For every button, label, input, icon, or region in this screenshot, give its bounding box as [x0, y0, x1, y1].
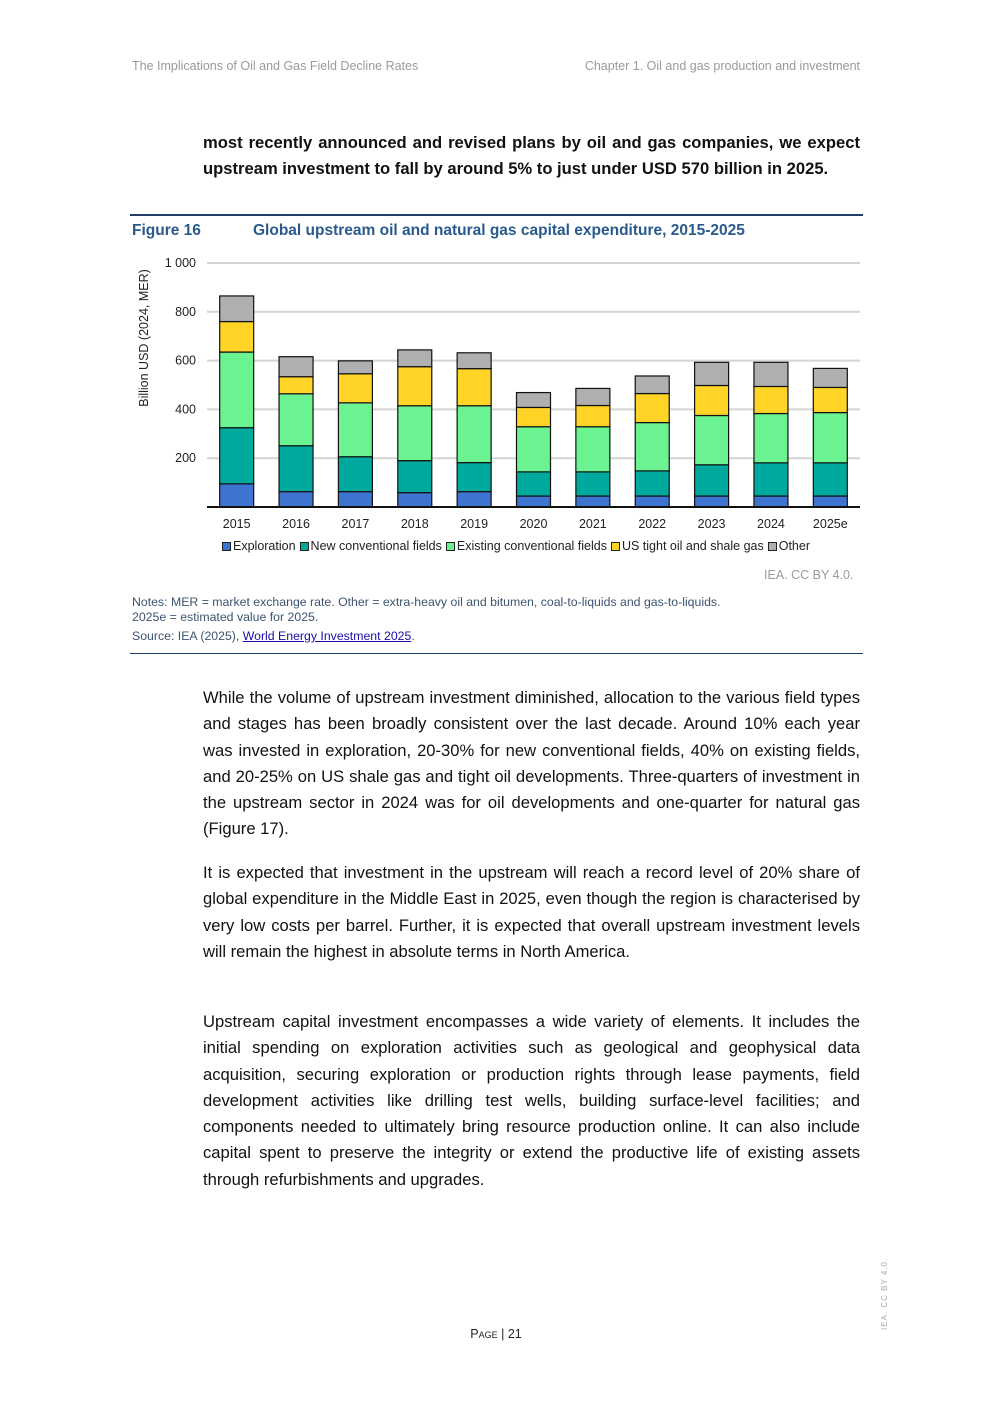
bar-segment-exploration	[754, 496, 788, 507]
x-tick-label: 2020	[519, 517, 548, 531]
bar-segment-existing-conventional-fields	[576, 427, 610, 472]
x-tick-label: 2024	[757, 517, 785, 531]
bar-segment-existing-conventional-fields	[338, 403, 372, 457]
legend-label: Other	[778, 539, 810, 553]
bar-segment-exploration	[398, 493, 432, 507]
paragraph-text: It is expected that investment in the upstream will reach a record level of 20% share of global expenditure in the Middle East in 2025, even though the region is characterised by very low costs per barrel. Further, it is expected that overall upstream investment levels will remain the highest in absolute terms in North America.	[203, 863, 860, 961]
paragraph-1	[203, 685, 860, 843]
bar-segment-exploration	[338, 492, 372, 507]
figure-title: Global upstream oil and natural gas capital expenditure, 2015-2025	[253, 222, 745, 239]
notes-line-2: 2025e = estimated value for 2025.	[132, 610, 319, 624]
y-tick-label: 600	[175, 353, 196, 368]
figure-credit: IEA. CC BY 4.0.	[764, 568, 854, 582]
bar-segment-new-conventional-fields	[813, 463, 847, 496]
bar-segment-new-conventional-fields	[635, 471, 669, 496]
bar-segment-new-conventional-fields	[279, 446, 313, 492]
notes-line-1: Notes: MER = market exchange rate. Other = extra-heavy oil and bitumen, coal-to-liquids and gas-to-liquids.	[132, 595, 721, 609]
chart-legend	[222, 539, 810, 553]
legend-swatch	[300, 542, 309, 551]
bar-segment-us-tight-oil-and-shale-gas	[457, 369, 491, 406]
bar-segment-new-conventional-fields	[338, 457, 372, 492]
source-suffix: .	[411, 629, 415, 643]
y-axis-label: Billion USD (2024, MER)	[137, 269, 151, 407]
bar-segment-new-conventional-fields	[457, 463, 491, 492]
y-tick-label: 400	[175, 402, 196, 417]
x-tick-label: 2023	[697, 517, 726, 531]
intro-text: most recently announced and revised plans by oil and gas companies, we expect upstream investment to fall by around 5% to just under USD 570 billion in 2025.	[203, 133, 860, 179]
legend-swatch	[446, 542, 455, 551]
x-tick-label: 2025e	[812, 517, 848, 531]
bar-segment-other	[635, 376, 669, 394]
bar-segment-other	[398, 350, 432, 367]
bar-segment-us-tight-oil-and-shale-gas	[635, 394, 669, 423]
bar-segment-existing-conventional-fields	[695, 416, 729, 465]
y-tick-label: 800	[175, 304, 196, 319]
bar-segment-new-conventional-fields	[576, 472, 610, 496]
bar-segment-other	[279, 357, 313, 377]
bar-segment-exploration	[220, 484, 254, 507]
bar-segment-us-tight-oil-and-shale-gas	[517, 407, 551, 426]
bar-segment-us-tight-oil-and-shale-gas	[813, 387, 847, 412]
page-label: Page	[470, 1327, 498, 1341]
bar-segment-new-conventional-fields	[754, 463, 788, 496]
page-number: 21	[507, 1327, 522, 1341]
x-tick-label: 2022	[638, 517, 667, 531]
paragraph-text: While the volume of upstream investment diminished, allocation to the various field types and stages has been broadly consistent over the last decade. Around 10% each year was invested in exploration, 20-30% for new conventional fields, 40% on existing fields, and 20-25% on US shale gas and tight oil developments. Three-quarters of investment in the upstream sector in 2024 was for oil developments and one-quarter for natural gas (Figure 17).	[203, 688, 860, 839]
bar-segment-exploration	[695, 496, 729, 507]
legend-item	[222, 539, 296, 553]
bar-segment-exploration	[635, 496, 669, 507]
bar-segment-us-tight-oil-and-shale-gas	[695, 385, 729, 415]
legend-swatch	[222, 542, 231, 551]
x-tick-label: 2016	[282, 517, 310, 531]
bar-segment-us-tight-oil-and-shale-gas	[398, 367, 432, 406]
paragraph-2	[203, 860, 860, 965]
bar-segment-existing-conventional-fields	[517, 427, 551, 472]
bar-segment-existing-conventional-fields	[754, 414, 788, 463]
bar-segment-exploration	[517, 496, 551, 507]
figure-source	[132, 629, 721, 644]
legend-label: Existing conventional fields	[456, 539, 607, 553]
bar-segment-existing-conventional-fields	[635, 423, 669, 471]
y-tick-label: 200	[175, 451, 196, 466]
running-header-chapter: Chapter 1. Oil and gas production and investment	[584, 59, 860, 73]
legend-item	[446, 539, 607, 553]
bar-segment-us-tight-oil-and-shale-gas	[576, 405, 610, 426]
bar-segment-other	[576, 388, 610, 405]
legend-item	[768, 539, 810, 553]
figure-bottom-rule	[130, 653, 863, 654]
running-header-title: The Implications of Oil and Gas Field Decline Rates	[132, 59, 419, 73]
figure-notes	[132, 595, 721, 644]
bar-segment-exploration	[279, 492, 313, 507]
bar-segment-other	[517, 393, 551, 408]
bar-segment-other	[754, 362, 788, 386]
figure-number: Figure 16	[132, 222, 201, 239]
legend-label: Exploration	[233, 539, 296, 553]
bar-segment-existing-conventional-fields	[279, 394, 313, 446]
bar-segment-us-tight-oil-and-shale-gas	[754, 386, 788, 413]
x-tick-label: 2018	[400, 517, 429, 531]
legend-swatch	[768, 542, 777, 551]
bar-segment-other	[813, 368, 847, 387]
x-tick-label: 2019	[460, 517, 489, 531]
stacked-bar-chart	[0, 0, 992, 600]
bar-segment-existing-conventional-fields	[398, 406, 432, 461]
bar-segment-new-conventional-fields	[220, 428, 254, 484]
bar-segment-us-tight-oil-and-shale-gas	[338, 374, 372, 403]
bar-segment-new-conventional-fields	[517, 472, 551, 496]
legend-label: New conventional fields	[310, 539, 442, 553]
legend-item	[300, 539, 442, 553]
side-credit: IEA. CC BY 4.0.	[880, 1257, 889, 1330]
legend-swatch	[611, 542, 620, 551]
bar-segment-us-tight-oil-and-shale-gas	[279, 377, 313, 394]
page-footer: Page | 21	[470, 1327, 522, 1341]
x-tick-label: 2015	[222, 517, 251, 531]
bar-segment-existing-conventional-fields	[457, 406, 491, 463]
bar-segment-exploration	[457, 492, 491, 507]
bar-segment-other	[338, 361, 372, 374]
bar-segment-exploration	[813, 496, 847, 507]
x-tick-label: 2021	[578, 517, 607, 531]
legend-item	[611, 539, 764, 553]
paragraph-3	[203, 1009, 860, 1193]
source-link[interactable]: World Energy Investment 2025	[242, 629, 412, 643]
legend-label: US tight oil and shale gas	[621, 539, 764, 553]
source-prefix: Source: IEA (2025),	[132, 629, 243, 643]
bar-segment-exploration	[576, 496, 610, 507]
paragraph-text: Upstream capital investment encompasses a wide variety of elements. It includes the initial spending on exploration activities such as geological and geophysical data acquisition, securing exploration or production rights through lease payments, field development activities like drilling test wells, building surface-level facilities; and components needed to ultimately bring resource production online. It can also include capital spent to preserve the integrity or extend the productive life of existing assets through refurbishments and upgrades.	[203, 1012, 860, 1189]
y-tick-label: 1 000	[164, 256, 196, 270]
bar-segment-new-conventional-fields	[398, 461, 432, 493]
bar-segment-other	[457, 353, 491, 369]
x-tick-label: 2017	[341, 517, 370, 531]
bar-segment-new-conventional-fields	[695, 465, 729, 496]
bar-segment-us-tight-oil-and-shale-gas	[220, 322, 254, 353]
bar-segment-existing-conventional-fields	[220, 352, 254, 428]
bar-segment-other	[695, 362, 729, 385]
bar-segment-existing-conventional-fields	[813, 413, 847, 463]
bar-segment-other	[220, 296, 254, 322]
